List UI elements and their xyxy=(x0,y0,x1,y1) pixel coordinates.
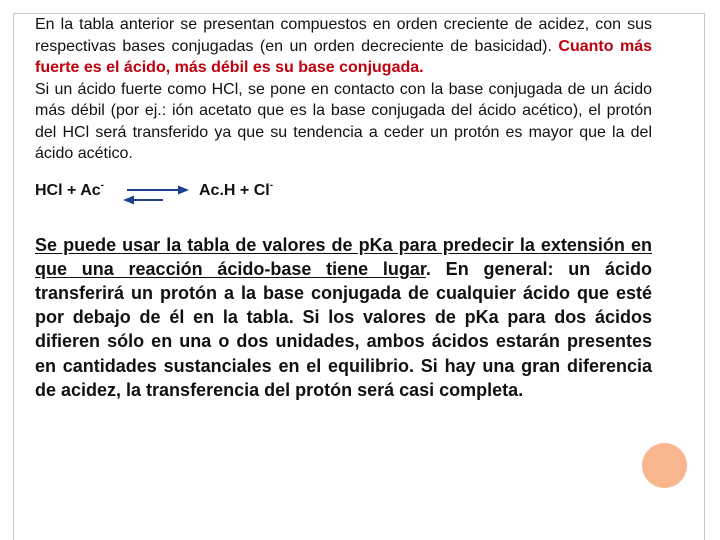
decorative-circle xyxy=(642,443,687,488)
reaction-equation xyxy=(35,176,652,216)
reactant-charge: - xyxy=(100,179,104,191)
reactants-text: HCl + Ac xyxy=(35,181,101,199)
intro-paragraph xyxy=(35,14,652,165)
products xyxy=(199,180,273,200)
equilibrium-arrow-icon xyxy=(123,184,189,206)
explanation-text: Si un ácido fuerte como HCl, se pone en contacto con la base conjugada de un ácido más débil (por ej.: ión acetato que es la base conjugada del ácido acético), el protón del HCl será transferido ya que su tendencia a ceder un protón es mayor que la del ácido acético. xyxy=(35,80,652,162)
reactants xyxy=(35,180,104,200)
pka-paragraph xyxy=(35,233,652,402)
pka-rest-text: . En general: un ácido transferirá un protón a la base conjugada de cualquier ácido que esté por debajo de él en la tabla. Si los valores de pKa para dos ácidos difieren sólo en una o dos unidades, ambos ácidos estarán presentes en cantidades sustanciales en el equilibrio. Si hay una gran diferencia de acidez, la transferencia del protón será casi completa. xyxy=(35,258,653,400)
product-charge: - xyxy=(269,179,274,191)
products-text: Ac.H + Cl xyxy=(199,181,270,199)
pka-underlined-text: Se puede usar la tabla de valores de pKa para predecir la extensión en que una reacción ácido-base tiene lugar xyxy=(35,234,652,279)
slide-content xyxy=(35,14,652,402)
emphasis-text: Cuanto más fuerte es el ácido, más débil es su base conjugada. xyxy=(35,37,652,76)
intro-text: En la tabla anterior se presentan compuestos en orden creciente de acidez, con sus respectivas bases conjugadas (en un orden decreciente de basicidad). xyxy=(35,16,652,55)
